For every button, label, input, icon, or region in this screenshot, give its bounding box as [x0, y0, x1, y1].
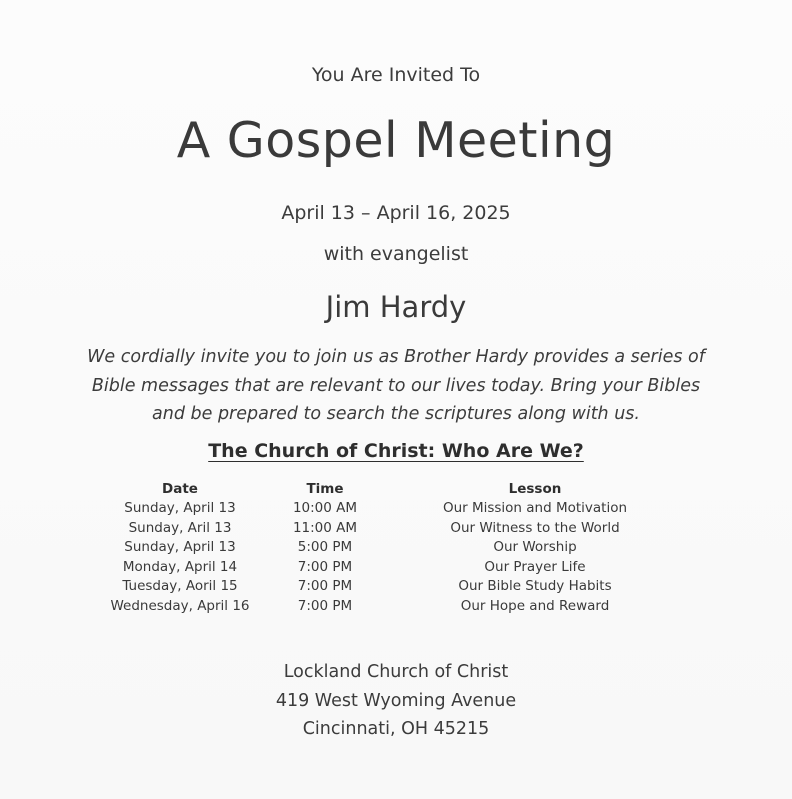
invitation-line: and be prepared to search the scriptures along with us. [152, 404, 640, 424]
lesson-cell: Our Prayer Life [484, 558, 586, 575]
city-state-zip: Cincinnati, OH 45215 [302, 719, 490, 739]
page-title: A Gospel Meeting [176, 112, 616, 169]
lesson-cell: Our Bible Study Habits [458, 578, 612, 594]
invitation-paragraph [80, 343, 712, 429]
time-header: Time [306, 481, 344, 497]
time-cell: 7:00 PM [297, 558, 353, 575]
date-cell: Sunday, Aril 13 [128, 519, 232, 536]
invitation-heading: You Are Invited To [311, 64, 481, 86]
lesson-cell: Our Mission and Motivation [442, 500, 628, 516]
church-name: Lockland Church of Christ [283, 662, 509, 682]
time-cell: 10:00 AM [292, 500, 358, 516]
lesson-header: Lesson [508, 481, 562, 497]
time-cell: 5:00 PM [297, 539, 353, 555]
date-cell: Monday, April 14 [122, 558, 238, 575]
time-column [250, 480, 400, 616]
series-title: The Church of Christ: Who Are We? [208, 440, 584, 462]
time-cell: 7:00 PM [297, 578, 353, 594]
lesson-column [410, 480, 660, 616]
lesson-cell: Our Witness to the World [450, 519, 620, 536]
date-column [95, 480, 265, 616]
date-cell: Sunday, April 13 [124, 539, 236, 555]
date-cell: Wednesday, April 16 [110, 597, 250, 614]
date-cell: Tuesday, Aoril 15 [122, 578, 238, 594]
time-cell: 11:00 AM [292, 519, 358, 536]
lesson-cell: Our Hope and Reward [460, 597, 610, 614]
invitation-line: Bible messages that are relevant to our lives today. Bring your Bibles [91, 375, 701, 396]
invitation-line: We cordially invite you to join us as Brother Hardy provides a series of [87, 347, 705, 367]
church-address [0, 658, 792, 744]
lesson-cell: Our Worship [493, 539, 577, 555]
date-cell: Sunday, April 13 [124, 500, 236, 516]
evangelist-label: with evangelist [323, 243, 469, 265]
meeting-dates: April 13 – April 16, 2025 [281, 202, 511, 224]
speaker-name: Jim Hardy [325, 290, 467, 324]
time-cell: 7:00 PM [297, 597, 353, 614]
date-header: Date [162, 481, 198, 497]
street-address: 419 West Wyoming Avenue [275, 690, 517, 711]
